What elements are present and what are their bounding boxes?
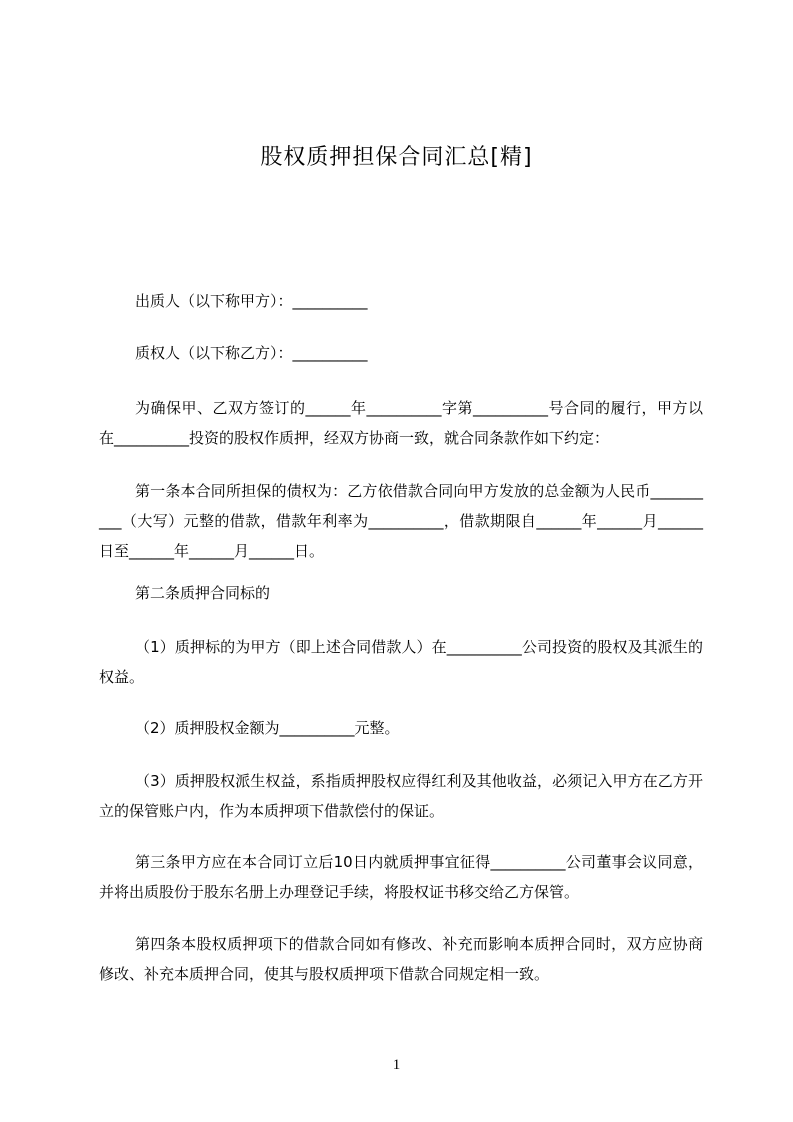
article-2-item-3: （3）质押股权派生权益，系指质押股权应得红利及其他收益，必须记入甲方在乙方开立的保管账户内，作为本质押项下借款偿付的保证。 (99, 772, 703, 820)
document-title: 股权质押担保合同汇总[精] (260, 145, 533, 170)
article-1-paragraph: 第一条本合同所担保的债权为：乙方依借款合同向甲方发放的总金额为人民币__________（大写）元整的借款，借款年利率为__________，借款期限自______年______月______日至______年______月______日。 (99, 482, 703, 560)
article-2-item-2: （2）质押股权金额为__________元整。 (135, 719, 400, 737)
article-3-paragraph: 第三条甲方应在本合同订立后10日内就质押事宜征得__________公司董事会议同意，并将出质股份于股东名册上办理登记手续，将股权证书移交给乙方保管。 (99, 853, 703, 901)
article-4-paragraph: 第四条本股权质押项下的借款合同如有修改、补充而影响本质押合同时，双方应协商修改、补充本质押合同，使其与股权质押项下借款合同规定相一致。 (99, 935, 703, 983)
pledgee-line: 质权人（以下称乙方）：__________ (135, 344, 368, 362)
pledgor-line: 出质人（以下称甲方）：__________ (135, 292, 368, 310)
article-2-heading: 第二条质押合同标的 (135, 584, 271, 602)
preamble-paragraph: 为确保甲、乙双方签订的______年__________字第__________号合同的履行，甲方以在__________投资的股权作质押，经双方协商一致，就合同条款作如下约定： (99, 399, 703, 447)
page-number: 1 (392, 1057, 401, 1073)
article-2-item-1: （1）质押标的为甲方（即上述合同借款人）在__________公司投资的股权及其派生的权益。 (99, 638, 703, 686)
